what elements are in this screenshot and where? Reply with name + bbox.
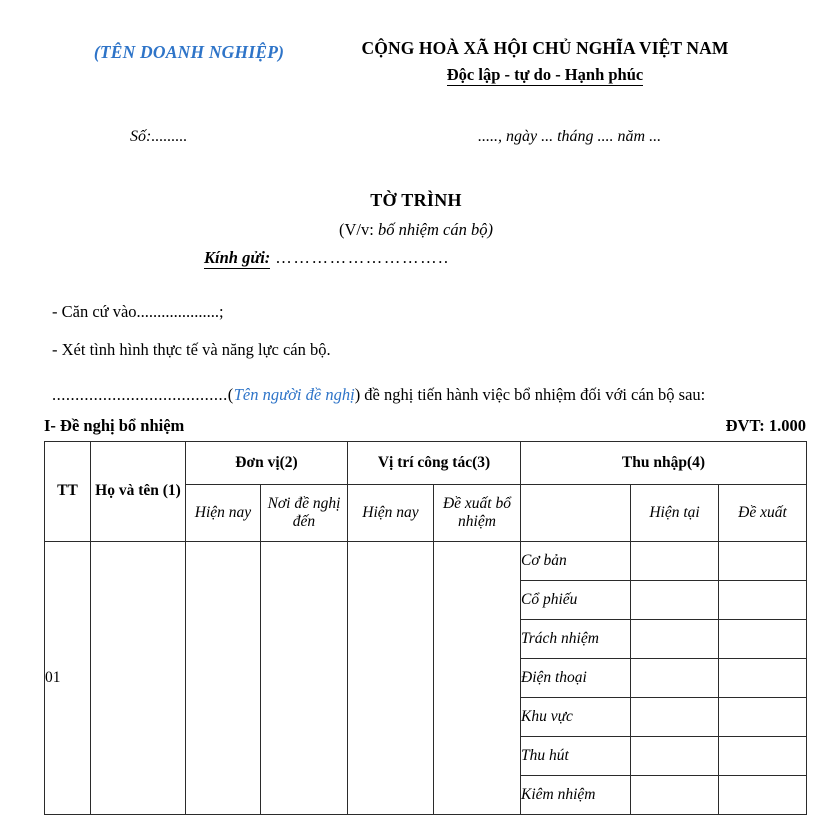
header-position-current: Hiện nay [348,485,434,542]
appointment-table [44,441,807,815]
body-paragraphs [52,302,812,360]
header-unit-current: Hiện nay [186,485,261,542]
income-category-label: Kiêm nhiệm [521,776,631,815]
income-proposed-value[interactable] [719,698,807,737]
income-category-label: Điện thoại [521,659,631,698]
header-group-income: Thu nhập(4) [521,442,807,485]
national-motto-text: Độc lập - tự do - Hạnh phúc [446,65,644,84]
subject-value: bố nhiệm cán bộ) [373,220,493,239]
income-category-label: Thu hút [521,737,631,776]
cell-unit-current-value[interactable] [186,542,261,815]
header-group-unit: Đơn vị(2) [186,442,348,485]
recipient-label: Kính gửi: [204,248,271,267]
cell-unit-proposed-value[interactable] [261,542,348,815]
header-full-name: Họ và tên (1) [91,442,186,542]
income-current-value[interactable] [631,581,719,620]
document-subject [0,220,832,240]
recipient-blank-field: ……………………….. [275,248,450,267]
income-proposed-value[interactable] [719,581,807,620]
document-meta-row [0,128,832,152]
header-position-proposed: Đề xuất bổ nhiệm [434,485,521,542]
header-income-current: Hiện tại [631,485,719,542]
section-heading-row [44,416,806,436]
income-proposed-value[interactable] [719,620,807,659]
table-body [45,542,807,815]
national-motto [335,65,755,85]
section-heading: I- Đề nghị bổ nhiệm [44,416,185,435]
document-number-field: Số:......... [130,128,188,145]
table-row [45,542,807,581]
income-current-value[interactable] [631,776,719,815]
income-current-value[interactable] [631,737,719,776]
cell-tt-value[interactable]: 01 [45,542,91,815]
income-current-value[interactable] [631,659,719,698]
header-unit-proposed: Nơi đề nghị đến [261,485,348,542]
header-income-proposed: Đề xuất [719,485,807,542]
header-group-position: Vị trí công tác(3) [348,442,521,485]
income-category-label: Cơ bản [521,542,631,581]
table-header-row-1 [45,442,807,485]
income-proposed-value[interactable] [719,659,807,698]
income-category-label: Cổ phiếu [521,581,631,620]
national-heading-block [335,38,755,85]
title-block [0,190,832,240]
header-income-category [521,485,631,542]
income-proposed-value[interactable] [719,737,807,776]
cell-position-proposed-value[interactable] [434,542,521,815]
company-name: (TÊN DOANH NGHIỆP) [93,42,285,62]
income-proposed-value[interactable] [719,776,807,815]
document-date-field: ....., ngày ... tháng .... năm ... [478,128,662,145]
cell-full-name-value[interactable] [91,542,186,815]
income-category-label: Trách nhiệm [521,620,631,659]
page-title: TỜ TRÌNH [370,190,462,210]
document-header [0,38,832,100]
proposer-name-placeholder: Tên người đề nghị [233,385,355,404]
header-tt: TT [45,442,91,542]
income-current-value[interactable] [631,542,719,581]
income-category-label: Khu vực [521,698,631,737]
subject-label: (V/v: [339,220,374,239]
proposer-blank-field: ......................................( [52,385,234,404]
income-current-value[interactable] [631,620,719,659]
consideration-line: - Xét tình hình thực tế và năng lực cán bộ. [52,340,331,359]
income-current-value[interactable] [631,698,719,737]
proposer-line [52,385,822,405]
national-title: CỘNG HOÀ XÃ HỘI CHỦ NGHĨA VIỆT NAM [361,38,729,58]
cell-position-current-value[interactable] [348,542,434,815]
income-proposed-value[interactable] [719,542,807,581]
currency-unit-label: ĐVT: 1.000 [725,416,806,435]
basis-line: - Căn cứ vào....................; [52,302,224,321]
recipient-row [204,248,450,268]
appointment-table-wrap [44,441,806,815]
proposer-tail-text: ) đề nghị tiến hành việc bổ nhiệm đối với cán bộ sau: [354,385,706,404]
